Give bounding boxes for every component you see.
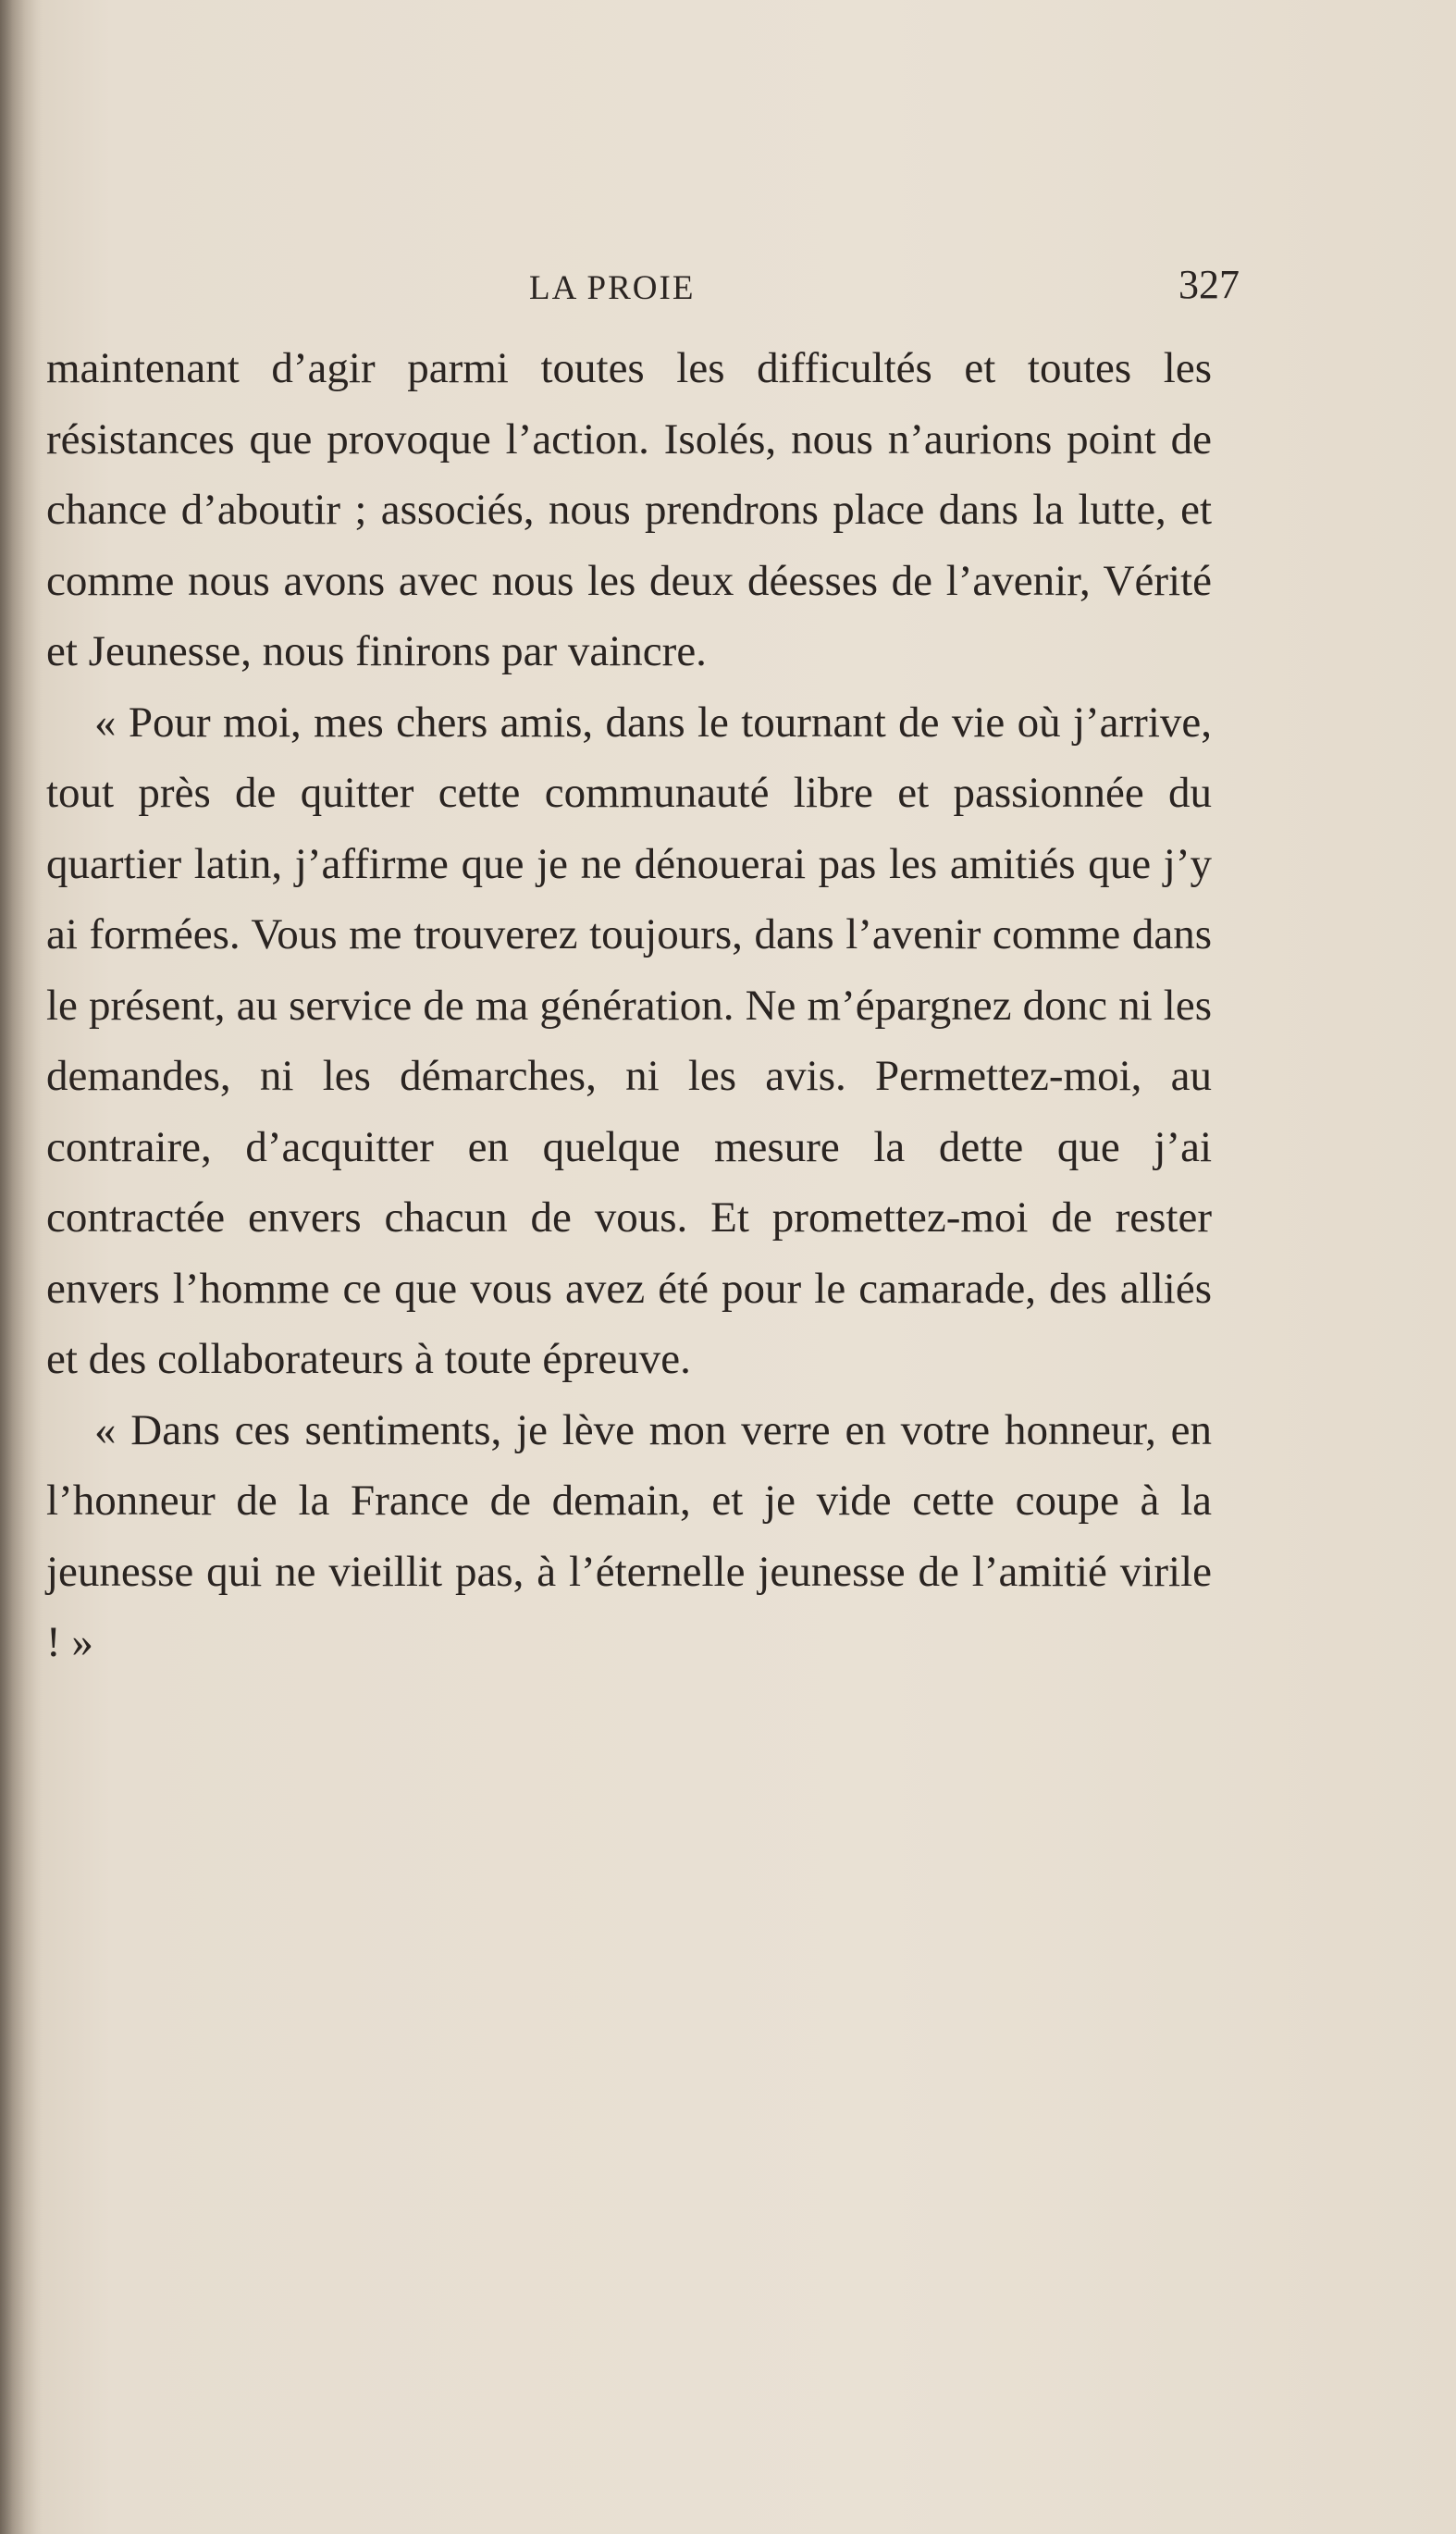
binding-gutter-shadow bbox=[0, 0, 43, 2534]
paragraph-toast: « Dans ces sentiments, je lève mon verre en votre honneur, en l’honneur de la France de demain, et je vide cette coupe à la jeunesse qui ne vieillit pas, à l’éternelle jeunesse de l’amitié virile ! » bbox=[46, 1405, 1212, 1666]
paragraph-continuation: maintenant d’agir parmi toutes les difficultés et toutes les résistances que provoque l’action. Isolés, nous n’aurions point de chance d’aboutir ; associés, nous prendrons place dans la lutte, et comme nous avons avec nous les deux déesses de l’avenir, Vérité et Jeunesse, nous finirons par vaincre. bbox=[46, 344, 1212, 675]
page-number: 327 bbox=[1178, 262, 1240, 307]
body-text bbox=[46, 333, 1212, 1678]
paragraph-speech-friends: « Pour moi, mes chers amis, dans le tournant de vie où j’arrive, tout près de quitter cette communauté libre et passionnée du quartier latin, j’affirme que je ne dénouerai pas les amitiés que j’y ai formées. Vous me trouverez toujours, dans l’avenir comme dans le présent, au service de ma génération. Ne m’épargnez donc ni les demandes, ni les démarches, ni les avis. Permettez-moi, au contraire, d’acquitter en quelque mesure la dette que j’ai contractée envers chacun de vous. Et promettez-moi de rester envers l’homme ce que vous avez été pour le camarade, des alliés et des collaborateurs à toute épreuve. bbox=[46, 698, 1212, 1383]
running-header bbox=[46, 261, 1240, 316]
running-title: LA PROIE bbox=[529, 269, 696, 307]
